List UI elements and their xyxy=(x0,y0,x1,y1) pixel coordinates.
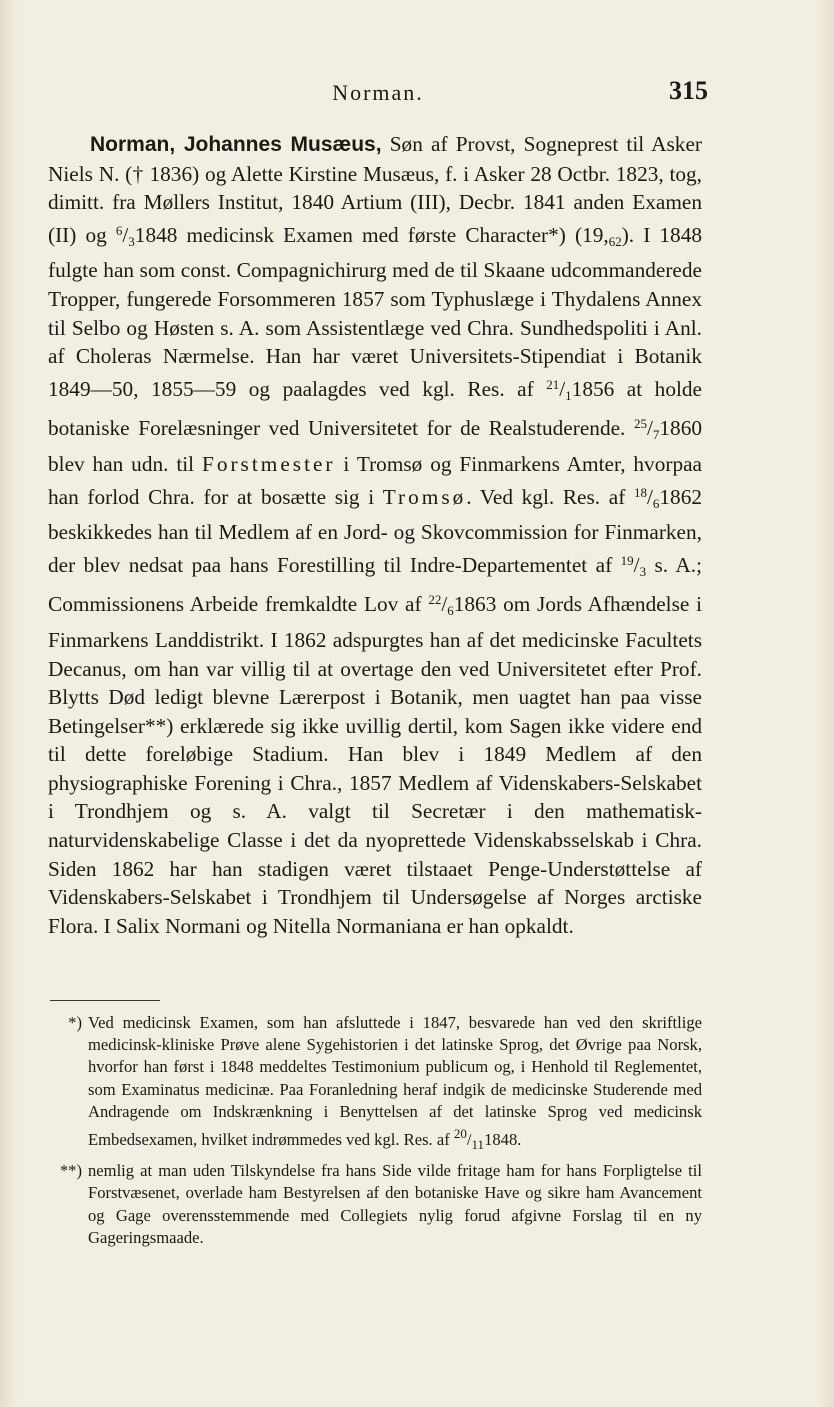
entry-text: 1856 at holde botaniske Forelæsninger ved Universitetet for de Realstuderende. xyxy=(48,376,702,441)
date-fraction-denominator: 11 xyxy=(471,1137,485,1153)
footnote-text: nemlig at man uden Tilskyndelse fra hans Side vilde fritage ham for hans Forpligtelse til Forstvæsenet, overlade ham Bestyrelsen af den botaniske Have og sikre ham Avancement og Gage overensstemmende med Collegiets nylig forud afgivne Forslag til en ny Gageringsmaade. xyxy=(88,1161,702,1247)
date-fraction-denominator: 3 xyxy=(128,233,135,249)
footnote-1: *) Ved medicinsk Examen, som han afsluttede i 1847, besvarede han ved den skriftlige medicinsk-kliniske Prøve alene Sygehistorien i det latinske Sprog, det Øvrige paa Norsk, hvorfor han først i 1848 meddeltes Testimonium publicum og, i Henhold til Reglementet, som Examinatus medicinæ. Paa Foranledning heraf indgik de medicinske Studerende med Andragende om Indskrænkning i Benyttelsen af det latinske Sprog ved medicinsk Embedsexamen, hvilket indrømmedes ved kgl. Res. af $^{20}/_{11}1848$. xyxy=(48,1012,702,1156)
date-fraction-denominator: 3 xyxy=(639,563,647,579)
entry-paragraph: Norman, Johannes Musæus, Søn af Provst, Sogneprest til Asker Niels N. († 1836) og Alette Kirstine Musæus, f. i Asker 28 Octbr. 1823, tog, dimitt. fra Møllers Institut, 1840 Artium (III), Decbr. 1841 anden Examen (II) og $^6/_31848$ medicinsk Examen med første Character*) $(19,_{62})$. I 1848 fulgte han som const. Compagnichirurg med de til Skaane udcommanderede Tropper, fungerede Forsommeren 1857 som Typhuslæge i Thydalens Annex til Selbo og Høsten s. A. som Assistentlæge ved Chra. Sundhedspoliti i Anl. af Choleras Nærmelse. Han har været Universitets-Stipendiat i Botanik 1849—50, 1855—59 og paalagdes ved kgl. Res. af $^{21}/_11856$ at holde botaniske Forelæsninger ved Universitetet for de Realstuderende. $^{25}/_71860$ blev han udn. til Forstmester i Tromsø og Finmarkens Amter, hvorpaa han forlod Chra. for at bosætte sig i Tromsø. Ved kgl. Res. af $^{18}/_61862$ beskikkedes han til Medlem af en Jord- og Skovcommission for Finmarken, der blev nedsat paa hans Forestilling til Indre-Departementet af $^{19}/_3$ s. A.; Commissionens Arbeide fremkaldte Lov af $^{22}/_61863$ om Jords Afhændelse i Finmarkens Landdistrikt. I 1862 adspurgtes han af det medicinske Facultets Decanus, om han var villig til at overtage den ved Universitetet efter Prof. Blytts Død ledigt blevne Lærerpost i Botanik, men uagtet han paa visse Betingelser**) erklærede sig ikke uvillig dertil, kom Sagen ikke videre end til dette foreløbige Stadium. Han blev i 1849 Medlem af den physiographiske Forening i Chra., 1857 Medlem af Videnskabers-Selskabet i Trondhjem og s. A. valgt til Secretær i den mathematisk-naturvidenskabelige Classe i det da nyoprettede Videnskabsselskab i Chra. Siden 1862 har han stadigen været tilstaaet Penge-Understøttelse af Videnskabers-Selskabet i Trondhjem til Undersøgelse af Norges arctiske Flora. I Salix Normani og Nitella Normaniana er han opkaldt. xyxy=(48,132,702,938)
date-fraction-numerator: 20 xyxy=(453,1126,467,1142)
entry-text: 1848 medicinsk Examen med første Character*) (19, xyxy=(134,222,609,247)
footnotes xyxy=(48,1012,702,1253)
subscript: 62 xyxy=(608,233,622,249)
entry-text: . Ved kgl. Res. af xyxy=(466,484,634,509)
entry-text: 1860 blev han udn. til xyxy=(48,416,702,476)
entry-text: i Tromsø og Finmarkens Amter, hvorpaa han forlod Chra. for at bosætte sig i xyxy=(48,451,702,509)
entry-text: 1862 beskikkedes han til Medlem af en Jord- og Skovcommission for Finmarken, der blev nedsat paa hans Forestilling til Indre-Departementet af xyxy=(48,484,702,577)
entry-text: Søn af Provst, Sogneprest til Asker Niels N. († 1836) og Alette Kirstine Musæus, f. i Asker 28 Octbr. 1823, tog, dimitt. fra Møllers Institut, 1840 Artium (III), Decbr. 1841 anden Examen (II) og xyxy=(48,132,702,247)
date-fraction-denominator: 1 xyxy=(565,387,572,403)
spaced-emphasis: Tromsø xyxy=(382,484,467,509)
date-fraction-numerator: 18 xyxy=(633,484,647,500)
footnote-text: Ved medicinsk Examen, som han afsluttede i 1847, besvarede han ved den skriftlige medicinsk-kliniske Prøve alene Sygehistorien i det latinske Sprog, det Øvrige paa Norsk, hvorfor han først i 1848 meddeltes Testimonium publicum og, i Henhold til Reglementet, som Examinatus medicinæ. Paa Foranledning heraf indgik de medicinske Studerende med Andragende om Indskrænkning i Benyttelsen af det latinske Sprog ved medicinsk Embedsexamen, hvilket indrømmedes ved kgl. Res. af xyxy=(88,1013,702,1150)
date-fraction-denominator: 7 xyxy=(652,427,660,443)
biography-entry xyxy=(48,130,702,940)
spaced-emphasis: Forstmester xyxy=(201,451,336,476)
footnote-divider xyxy=(50,1000,160,1001)
date-fraction-numerator: 6 xyxy=(115,222,123,238)
date-fraction-numerator: 22 xyxy=(428,592,442,608)
date-fraction-denominator: 6 xyxy=(447,603,454,619)
date-fraction-denominator: 6 xyxy=(652,495,660,511)
entry-name: Norman, Johannes Musæus, xyxy=(90,133,382,156)
page-number: 315 xyxy=(669,76,708,105)
footnote-marker: *) xyxy=(68,1013,82,1032)
entry-text: ). I 1848 fulgte han som const. Compagnichirurg med de til Skaane udcommanderede Tropper, fungerede Forsommeren 1857 som Typhuslæge i Thydalens Annex til Selbo og Høsten s. A. som Assistentlæge ved Chra. Sundhedspoliti i Anl. af Choleras Nærmelse. Han har været Universitets-Stipendiat i Botanik 1849—50, 1855—59 og paalagdes ved kgl. Res. af xyxy=(48,222,702,401)
page-header xyxy=(48,76,708,116)
date-fraction-numerator: 21 xyxy=(546,376,560,392)
footnote-marker: **) xyxy=(59,1161,82,1181)
footnote-2 xyxy=(48,1160,702,1249)
entry-text: 1863 om Jords Afhændelse i Finmarkens Landdistrikt. I 1862 adspurgtes han af det medicinske Facultets Decanus, om han var villig til at overtage den ved Universitetet efter Prof. Blytts Død ledigt blevne Lærerpost i Botanik, men uagtet han paa visse Betingelser**) erklærede sig ikke uvillig dertil, kom Sagen ikke videre end til dette foreløbige Stadium. Han blev i 1849 Medlem af den physiographiske Forening i Chra., 1857 Medlem af Videnskabers-Selskabet i Trondhjem og s. A. valgt til Secretær i den mathematisk-naturvidenskabelige Classe i det da nyoprettede Videnskabsselskab i Chra. Siden 1862 har han stadigen været tilstaaet Penge-Understøttelse af Videnskabers-Selskabet i Trondhjem til Undersøgelse af Norges arctiske Flora. I Salix Normani og Nitella Normaniana er han opkaldt. xyxy=(48,592,702,938)
date-fraction-numerator: 19 xyxy=(620,552,634,568)
date-fraction-numerator: 25 xyxy=(633,416,647,432)
entry-text: s. A.; Commissionens Arbeide fremkaldte Lov af xyxy=(48,552,702,617)
running-title: Norman. xyxy=(332,80,424,105)
footnote-text: 1848. xyxy=(484,1130,522,1150)
